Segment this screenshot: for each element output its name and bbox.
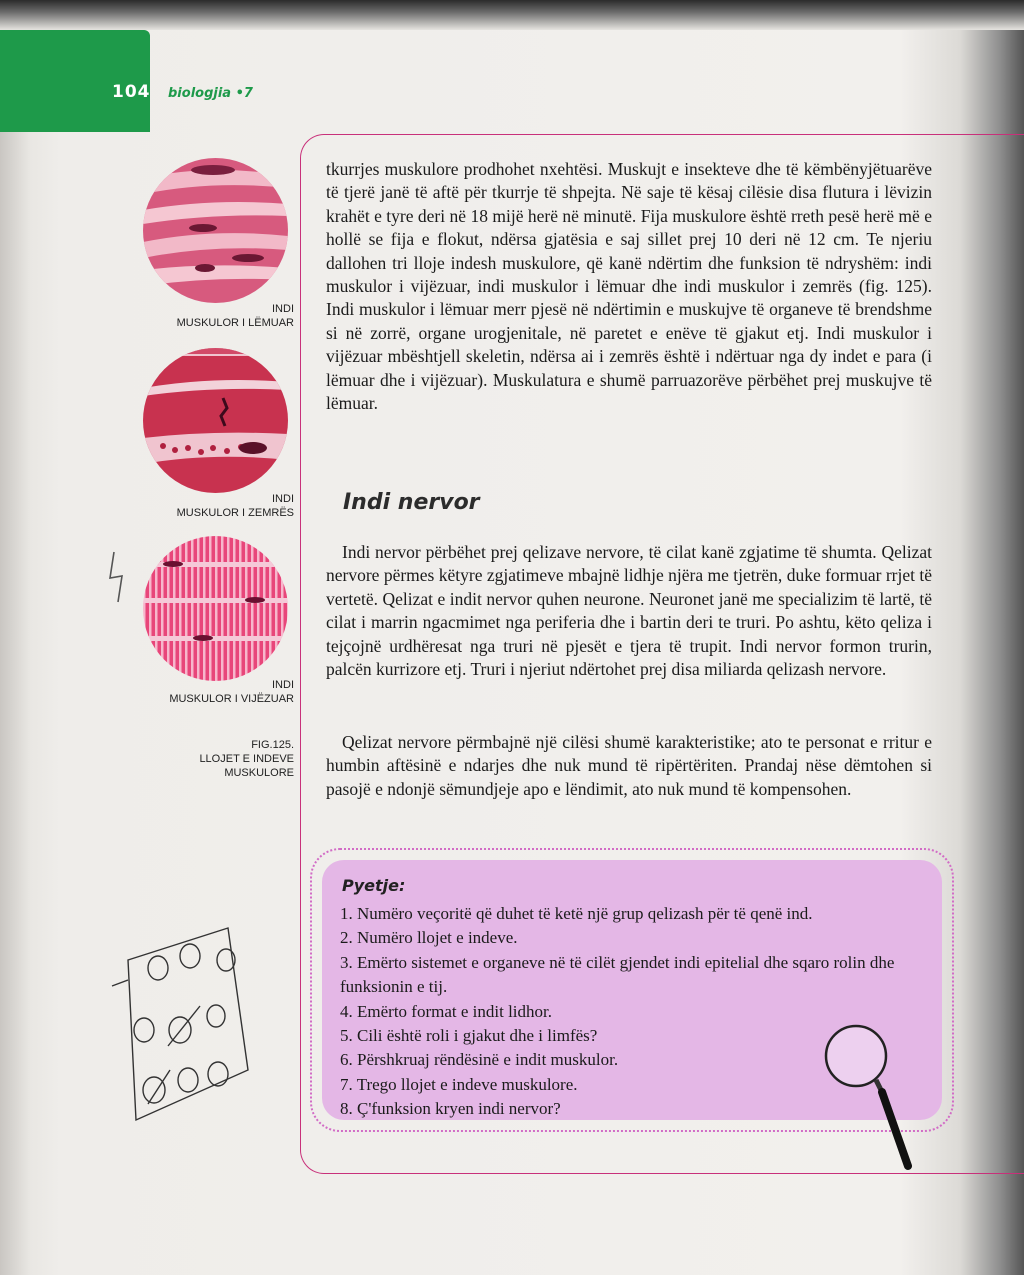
- handwritten-sketch: [108, 920, 258, 1130]
- magnifying-glass-icon: [820, 1020, 920, 1175]
- caption-striated-muscle: INDI MUSKULOR I VIJËZUAR: [169, 679, 294, 705]
- paragraph-nervous-2: Qelizat nervore përmbajnë një cilësi shumë karakteristike; ato te personat e rritur e humbin aftësinë e ndarjes dhe nuk mund të ripërtëriten. Prandaj nëse dëmtohen si pasojë e ndonjë sëmundjeje apo e lëndimit, ato nuk mund të kompensohen.: [326, 732, 932, 799]
- list-item: 5. Cili është roli i gjakut dhe i limfës?: [340, 1026, 598, 1046]
- list-item: 7. Trego llojet e indeve muskulore.: [340, 1074, 578, 1094]
- list-item: 1. Numëro veçoritë që duhet të ketë një grup qelizash për të qenë ind.: [340, 904, 813, 923]
- section-heading: Indi nervor: [343, 490, 480, 515]
- pencil-mark-icon: [96, 550, 132, 605]
- book-title: biologjia •7: [168, 86, 253, 101]
- paragraph-nervous-1: Indi nervor përbëhet prej qelizave nervore, të cilat kanë zgjatime të shumta. Qelizat nervore përmes këtyre zgjatimeve mbajnë lidhje njëra me tjetrën, duke formuar rrjet të vertetë. Qelizat e indit nervor quhen neurone. Neuronet janë me specializim të lartë, të cilat i marrin ngacmimet nga periferia dhe i bartin deri te truri. Po ashtu, këto qeliza i tejçojnë urdhëresat nga truri në pjesët e tjera të trupit. Indi nervor formon trurin, palcën kurrizore etj. Truri i njeriut ndërtohet prej disa miliarda qelizash nervore.: [326, 542, 932, 680]
- caption-smooth-muscle: INDI MUSKULOR I LËMUAR: [176, 303, 294, 329]
- questions-title: Pyetje:: [342, 876, 406, 895]
- list-item: 2. Numëro llojet e indeve.: [340, 928, 518, 948]
- figure-label: FIG.125. LLOJET E INDEVE MUSKULORE: [199, 739, 294, 779]
- smooth-muscle-micrograph: [143, 158, 288, 303]
- page-number: 104: [112, 82, 151, 102]
- list-item: 4. Emërto format e indit lidhor.: [340, 1001, 552, 1021]
- striated-muscle-micrograph: [143, 536, 288, 681]
- cardiac-muscle-micrograph: [143, 348, 288, 493]
- caption-cardiac-muscle: INDI MUSKULOR I ZEMRËS: [176, 493, 294, 519]
- page-top-shadow: [0, 0, 1024, 30]
- header-tab: [0, 30, 150, 132]
- list-item: 6. Përshkruaj rëndësinë e indit muskulor.: [340, 1050, 619, 1070]
- list-item: 8. Ç'funksion kryen indi nervor?: [340, 1099, 561, 1119]
- paragraph-muscle: tkurrjes muskulore prodhohet nxehtësi. Muskujt e insekteve dhe të këmbënyjëtuarëve të tjerë janë të aftë për tkurrje të shpejta. Në saje të kësaj cilësie disa flutura i lëvizin krahët e tyre deri në 18 mijë herë në minutë. Fija muskulore është rreth pesë herë më e hollë se fija e flokut, ndërsa gjatësia e saj sillet prej 10 deri në 12 cm. Te njeriu dallohen tri lloje indesh muskulore, që kanë ndërtim dhe funksion të ndryshëm: indi muskulor i vijëzuar, indi muskulor i lëmuar dhe indi muskulor i zemrës (fig. 125). Indi muskulor i lëmuar merr pjesë në ndërtimin e muskujve të organeve të brendshme si në zorrë, organe urogjenitale, në paretet e enëve të gjakut etj. Indi muskulor i vijëzuar mbështjell skeletin, ndërsa ai i zemrës është i ndërtuar nga dy indet e para (i lëmuar dhe i vijëzuar). Muskulatura e shumë parruazorëve përbëhet prej muskujve të lëmuar.: [326, 159, 932, 414]
- list-item: 3. Emërto sistemet e organeve në të cilët gjendet indi epitelial dhe sqaro rolin dhe funksionin e tij.: [340, 952, 895, 997]
